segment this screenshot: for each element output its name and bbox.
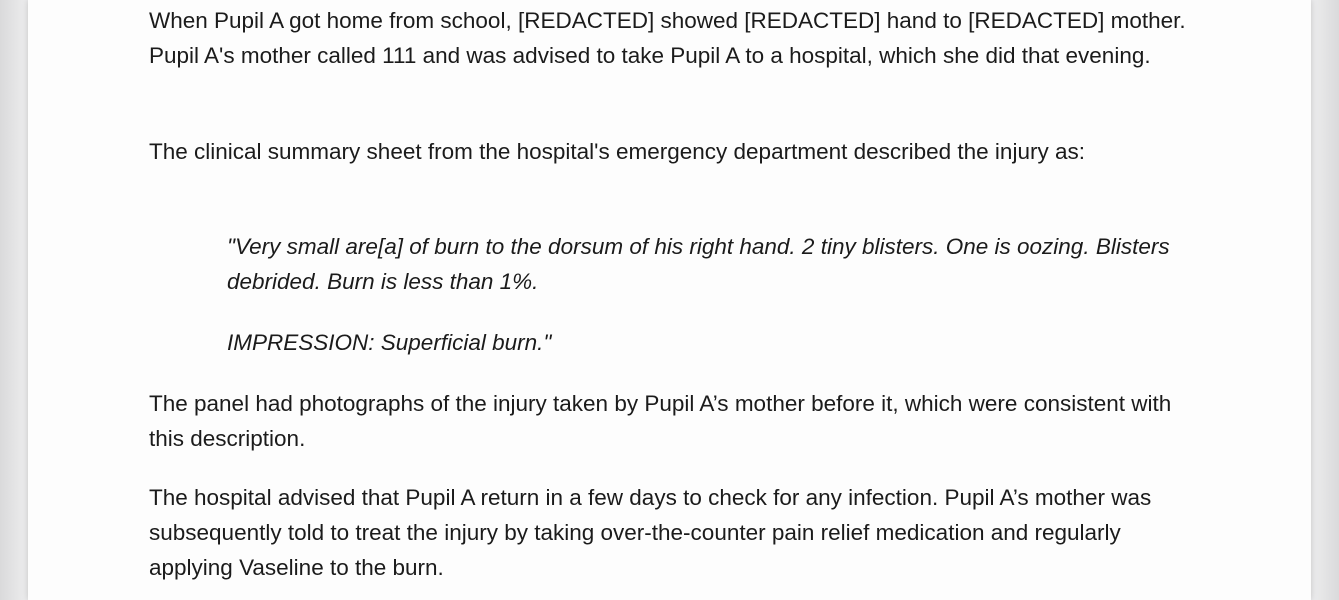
document-page [28,0,1311,600]
paragraph-clinical-summary-intro: The clinical summary sheet from the hospital's emergency department described the injury as: [149,139,1085,164]
quote-injury-description: "Very small are[a] of burn to the dorsum of his right hand. 2 tiny blisters. One is oozing. Blisters debrided. Burn is less than 1%. [227,234,1170,294]
paragraph-pupil-home: When Pupil A got home from school, [REDACTED] showed [REDACTED] hand to [REDACTED] mother. Pupil A's mother called 111 and was advised to take Pupil A to a hospital, which she did that evening. [149,8,1186,68]
paragraph-hospital-advice: The hospital advised that Pupil A return in a few days to check for any infection. Pupil A’s mother was subsequently told to treat the injury by taking over-the-counter pain relief medication and regularly applying Vaseline to the burn. [149,485,1152,580]
paragraph-panel-photographs: The panel had photographs of the injury taken by Pupil A’s mother before it, which were consistent with this description. [149,391,1172,451]
quote-impression: IMPRESSION: Superficial burn." [227,330,552,355]
